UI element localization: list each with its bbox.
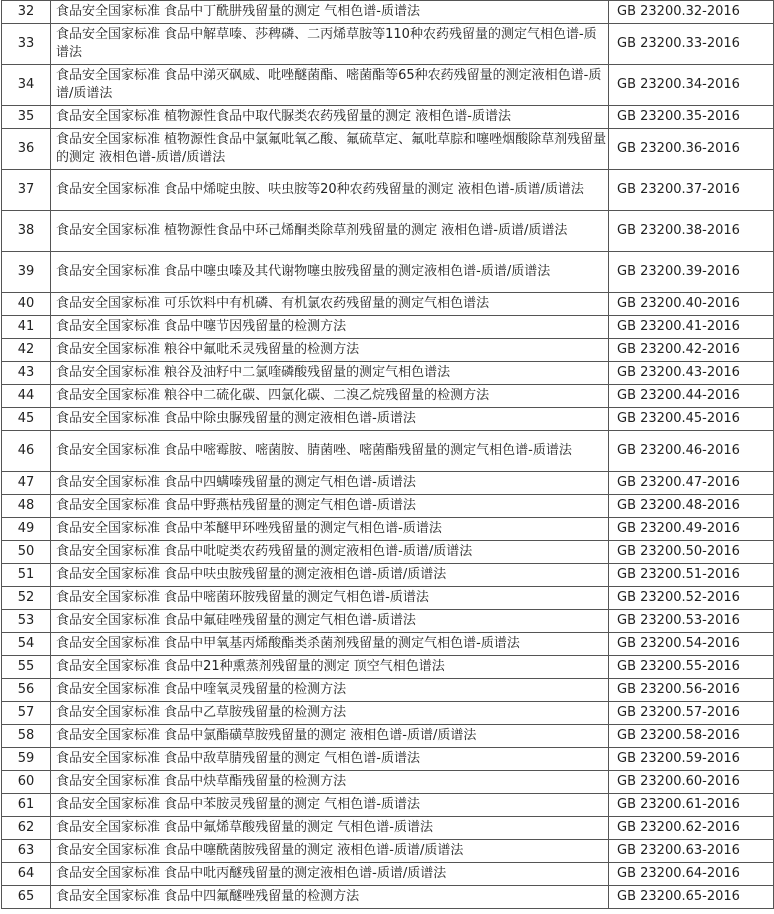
standard-name: 食品安全国家标准 食品中丁酰肼残留量的测定 气相色谱-质谱法 [51, 1, 609, 24]
standards-table [1, 0, 774, 909]
standard-code: GB 23200.36-2016 [609, 129, 774, 170]
standard-code: GB 23200.60-2016 [609, 771, 774, 794]
standard-code: GB 23200.50-2016 [609, 541, 774, 564]
table-row [2, 656, 774, 679]
table-row [2, 106, 774, 129]
row-number: 32 [2, 1, 51, 24]
table-row [2, 794, 774, 817]
standard-code: GB 23200.61-2016 [609, 794, 774, 817]
row-number: 33 [2, 24, 51, 65]
row-number: 53 [2, 610, 51, 633]
standard-code: GB 23200.42-2016 [609, 339, 774, 362]
standard-name: 食品安全国家标准 可乐饮料中有机磷、有机氯农药残留量的测定气相色谱法 [51, 293, 609, 316]
standard-code: GB 23200.37-2016 [609, 170, 774, 211]
table-row [2, 65, 774, 106]
table-row [2, 385, 774, 408]
table-row [2, 817, 774, 840]
row-number: 43 [2, 362, 51, 385]
row-number: 42 [2, 339, 51, 362]
row-number: 51 [2, 564, 51, 587]
standard-name: 食品安全国家标准 食品中敌草腈残留量的测定 气相色谱-质谱法 [51, 748, 609, 771]
standard-code: GB 23200.32-2016 [609, 1, 774, 24]
standard-name: 食品安全国家标准 食品中嘧菌环胺残留量的测定气相色谱-质谱法 [51, 587, 609, 610]
row-number: 52 [2, 587, 51, 610]
table-row [2, 587, 774, 610]
table-row [2, 679, 774, 702]
standard-code: GB 23200.43-2016 [609, 362, 774, 385]
standard-name: 食品安全国家标准 食品中噻虫嗪及其代谢物噻虫胺残留量的测定液相色谱-质谱/质谱法 [51, 252, 609, 293]
standard-code: GB 23200.41-2016 [609, 316, 774, 339]
standard-code: GB 23200.51-2016 [609, 564, 774, 587]
standard-code: GB 23200.45-2016 [609, 408, 774, 431]
table-row [2, 472, 774, 495]
table-row [2, 886, 774, 909]
table-row [2, 702, 774, 725]
table-row [2, 316, 774, 339]
standard-name: 食品安全国家标准 食品中涕灭砜威、吡唑醚菌酯、嘧菌酯等65种农药残留量的测定液相色谱-质谱/质谱法 [51, 65, 609, 106]
standard-name: 食品安全国家标准 食品中野燕枯残留量的测定气相色谱-质谱法 [51, 495, 609, 518]
table-row [2, 725, 774, 748]
standard-code: GB 23200.56-2016 [609, 679, 774, 702]
standard-code: GB 23200.62-2016 [609, 817, 774, 840]
standard-code: GB 23200.34-2016 [609, 65, 774, 106]
table-row [2, 24, 774, 65]
standard-code: GB 23200.39-2016 [609, 252, 774, 293]
standard-code: GB 23200.48-2016 [609, 495, 774, 518]
standard-code: GB 23200.35-2016 [609, 106, 774, 129]
row-number: 41 [2, 316, 51, 339]
standards-table-body [2, 1, 774, 909]
row-number: 40 [2, 293, 51, 316]
row-number: 60 [2, 771, 51, 794]
row-number: 39 [2, 252, 51, 293]
row-number: 49 [2, 518, 51, 541]
standard-name: 食品安全国家标准 食品中氟烯草酸残留量的测定 气相色谱-质谱法 [51, 817, 609, 840]
table-row [2, 431, 774, 472]
standard-code: GB 23200.65-2016 [609, 886, 774, 909]
standard-code: GB 23200.33-2016 [609, 24, 774, 65]
table-row [2, 362, 774, 385]
row-number: 34 [2, 65, 51, 106]
standard-name: 食品安全国家标准 食品中除虫脲残留量的测定液相色谱-质谱法 [51, 408, 609, 431]
table-row [2, 129, 774, 170]
row-number: 56 [2, 679, 51, 702]
row-number: 50 [2, 541, 51, 564]
table-row [2, 211, 774, 252]
row-number: 38 [2, 211, 51, 252]
standard-name: 食品安全国家标准 食品中苯胺灵残留量的测定 气相色谱-质谱法 [51, 794, 609, 817]
standard-name: 食品安全国家标准 粮谷中氟吡禾灵残留量的检测方法 [51, 339, 609, 362]
standard-name: 食品安全国家标准 食品中吡丙醚残留量的测定液相色谱-质谱/质谱法 [51, 863, 609, 886]
standard-code: GB 23200.57-2016 [609, 702, 774, 725]
standard-code: GB 23200.47-2016 [609, 472, 774, 495]
row-number: 37 [2, 170, 51, 211]
row-number: 61 [2, 794, 51, 817]
standard-name: 食品安全国家标准 植物源性食品中氯氟吡氧乙酸、氟硫草定、氟吡草腙和噻唑烟酸除草剂残留量的测定 液相色谱-质谱/质谱法 [51, 129, 609, 170]
table-row [2, 771, 774, 794]
standard-name: 食品安全国家标准 粮谷中二硫化碳、四氯化碳、二溴乙烷残留量的检测方法 [51, 385, 609, 408]
row-number: 44 [2, 385, 51, 408]
standard-name: 食品安全国家标准 食品中噻酰菌胺残留量的测定 液相色谱-质谱/质谱法 [51, 840, 609, 863]
standard-name: 食品安全国家标准 食品中氯酯磺草胺残留量的测定 液相色谱-质谱/质谱法 [51, 725, 609, 748]
standard-code: GB 23200.59-2016 [609, 748, 774, 771]
standard-name: 食品安全国家标准 食品中嘧霉胺、嘧菌胺、腈菌唑、嘧菌酯残留量的测定气相色谱-质谱法 [51, 431, 609, 472]
standard-name: 食品安全国家标准 粮谷及油籽中二氯喹磷酸残留量的测定气相色谱法 [51, 362, 609, 385]
row-number: 45 [2, 408, 51, 431]
standard-name: 食品安全国家标准 食品中四氟醚唑残留量的检测方法 [51, 886, 609, 909]
standard-code: GB 23200.52-2016 [609, 587, 774, 610]
table-row [2, 863, 774, 886]
standard-code: GB 23200.46-2016 [609, 431, 774, 472]
standard-name: 食品安全国家标准 食品中烯啶虫胺、呋虫胺等20种农药残留量的测定 液相色谱-质谱/质谱法 [51, 170, 609, 211]
standard-name: 食品安全国家标准 食品中解草嗪、莎稗磷、二丙烯草胺等110种农药残留量的测定气相色谱-质谱法 [51, 24, 609, 65]
table-row [2, 170, 774, 211]
row-number: 63 [2, 840, 51, 863]
row-number: 47 [2, 472, 51, 495]
row-number: 35 [2, 106, 51, 129]
table-row [2, 748, 774, 771]
standard-name: 食品安全国家标准 食品中氟硅唑残留量的测定气相色谱-质谱法 [51, 610, 609, 633]
standard-name: 食品安全国家标准 食品中苯醚甲环唑残留量的测定气相色谱-质谱法 [51, 518, 609, 541]
standard-name: 食品安全国家标准 食品中炔草酯残留量的检测方法 [51, 771, 609, 794]
standard-code: GB 23200.49-2016 [609, 518, 774, 541]
standard-code: GB 23200.40-2016 [609, 293, 774, 316]
standard-code: GB 23200.58-2016 [609, 725, 774, 748]
standard-code: GB 23200.55-2016 [609, 656, 774, 679]
table-row [2, 495, 774, 518]
standard-name: 食品安全国家标准 食品中乙草胺残留量的检测方法 [51, 702, 609, 725]
table-row [2, 339, 774, 362]
table-row [2, 1, 774, 24]
table-row [2, 541, 774, 564]
standard-name: 食品安全国家标准 食品中吡啶类农药残留量的测定液相色谱-质谱/质谱法 [51, 541, 609, 564]
row-number: 55 [2, 656, 51, 679]
row-number: 54 [2, 633, 51, 656]
standard-code: GB 23200.53-2016 [609, 610, 774, 633]
standard-code: GB 23200.63-2016 [609, 840, 774, 863]
standard-name: 食品安全国家标准 食品中噻节因残留量的检测方法 [51, 316, 609, 339]
row-number: 58 [2, 725, 51, 748]
table-row [2, 518, 774, 541]
standard-name: 食品安全国家标准 食品中四螨嗪残留量的测定气相色谱-质谱法 [51, 472, 609, 495]
standard-code: GB 23200.54-2016 [609, 633, 774, 656]
row-number: 46 [2, 431, 51, 472]
standard-name: 食品安全国家标准 植物源性食品中取代脲类农药残留量的测定 液相色谱-质谱法 [51, 106, 609, 129]
row-number: 48 [2, 495, 51, 518]
standard-name: 食品安全国家标准 植物源性食品中环己烯酮类除草剂残留量的测定 液相色谱-质谱/质谱法 [51, 211, 609, 252]
table-row [2, 633, 774, 656]
standard-name: 食品安全国家标准 食品中甲氧基丙烯酸酯类杀菌剂残留量的测定气相色谱-质谱法 [51, 633, 609, 656]
table-row [2, 408, 774, 431]
row-number: 62 [2, 817, 51, 840]
table-row [2, 610, 774, 633]
standard-code: GB 23200.44-2016 [609, 385, 774, 408]
standard-name: 食品安全国家标准 食品中呋虫胺残留量的测定液相色谱-质谱/质谱法 [51, 564, 609, 587]
standard-code: GB 23200.64-2016 [609, 863, 774, 886]
standard-name: 食品安全国家标准 食品中21种熏蒸剂残留量的测定 顶空气相色谱法 [51, 656, 609, 679]
table-row [2, 840, 774, 863]
row-number: 59 [2, 748, 51, 771]
row-number: 57 [2, 702, 51, 725]
row-number: 36 [2, 129, 51, 170]
table-row [2, 293, 774, 316]
row-number: 65 [2, 886, 51, 909]
row-number: 64 [2, 863, 51, 886]
table-row [2, 252, 774, 293]
table-row [2, 564, 774, 587]
standard-name: 食品安全国家标准 食品中喹氧灵残留量的检测方法 [51, 679, 609, 702]
standard-code: GB 23200.38-2016 [609, 211, 774, 252]
